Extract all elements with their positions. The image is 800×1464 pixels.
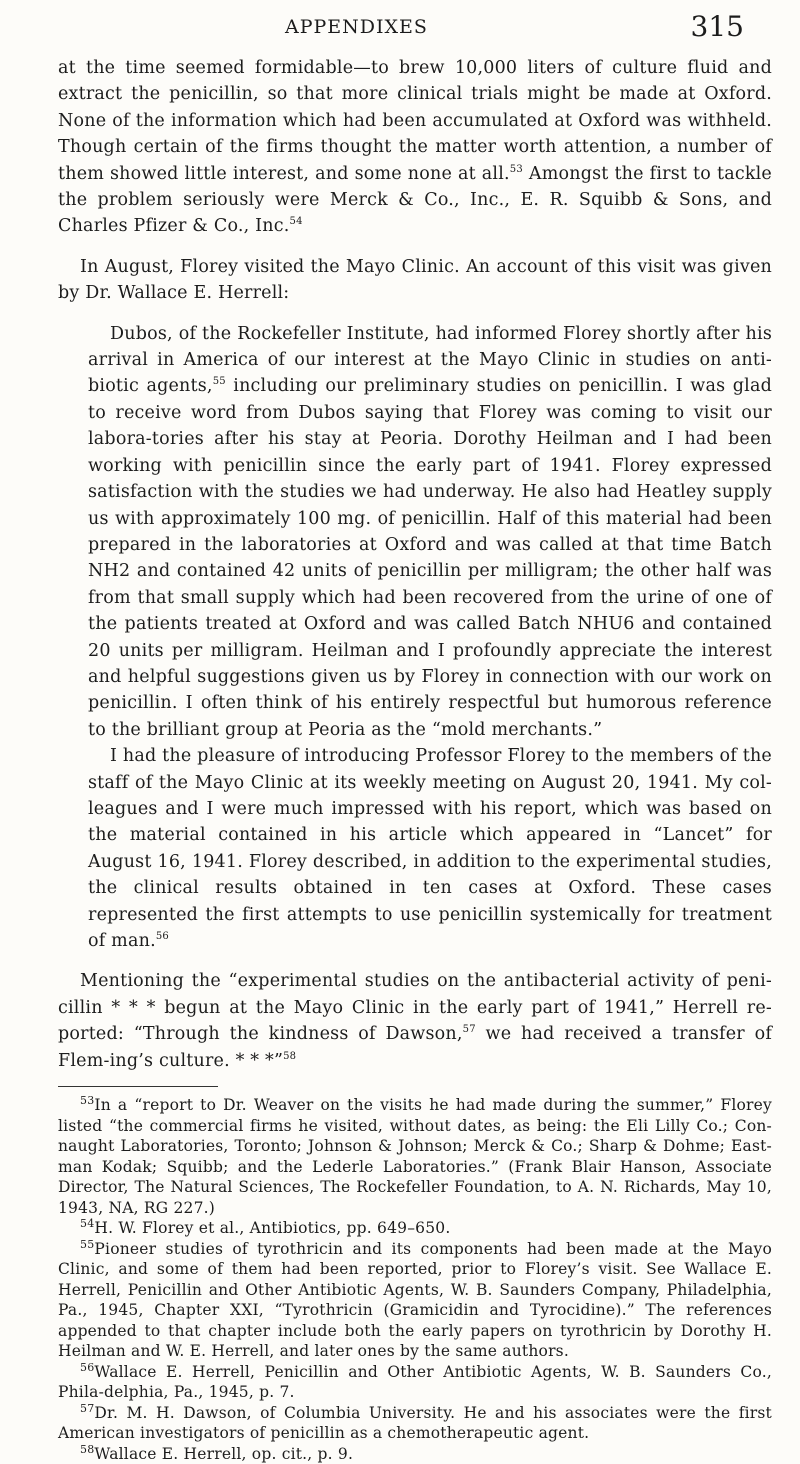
footnote-56: $^{56}$Wallace E. Herrell, Penicillin and Other Antibiotic Agents, W. B. Saunders Co., Phila-delphia, Pa., 1945, p. 7. <box>58 1360 772 1402</box>
footnote-ref-53: 53 <box>509 163 523 175</box>
running-head: APPENDIXES <box>285 16 428 38</box>
quote-1-text-a: Dubos, of the Rockefeller Institute, had informed Florey shortly after his arrival in America of our interest at the Mayo Clinic in studies on anti-biotic agents, <box>88 323 772 397</box>
quote-2-text: I had the pleasure of introducing Professor Florey to the members of the staff of the Mayo Clinic at its weekly meeting on August 20, 1941. My col-leagues and I were much impressed with his report, which was based on the material contained in his article which appeared in “Lancet” for August 16, 1941. Florey described, in addition to the experimental studies, the clinical results obtained in ten cases at Oxford. These cases represented the first attempts to use penicillin systemically for treatment of man. <box>88 746 772 951</box>
footnote-55: $^{55}$Pioneer studies of tyrothricin and its components had been made at the Mayo Clinic, and some of them had been reported, prior to Florey’s visit. See Wallace E. Herrell, Penicillin and Other Antibiotic Agents, W. B. Saunders Company, Philadelphia, Pa., 1945, Chapter XXI, “Tyrothricin (Gramicidin and Tyrocidine).” The references appended to that chapter include both the early papers on tyrothricin by Dorothy H. Heilman and W. E. Herrell, and later ones by the same authors. <box>58 1237 772 1361</box>
footnote-ref-57: 57 <box>462 1024 476 1036</box>
footnotes <box>58 1095 772 1464</box>
block-quote <box>88 321 772 955</box>
footnote-ref-56: 56 <box>155 931 169 943</box>
footnote-57: $^{57}$Dr. M. H. Dawson, of Columbia University. He and his associates were the first American investigators of penicillin as a chemotherapeutic agent. <box>58 1401 772 1443</box>
paragraph-3 <box>58 968 772 1074</box>
paragraph-3-text-b: we had received a transfer of Flem-ing’s culture. * * *” <box>58 1024 772 1071</box>
footnote-53: $^{53}$In a “report to Dr. Weaver on the visits he had made during the summer,” Florey listed “the commercial firms he visited, without dates, as being: the Eli Lilly Co.; Con-naught Laboratories, Toronto; Johnson & Johnson; Merck & Co.; Sharp & Dohme; East-man Kodak; Squibb; and the Lederle Laboratories.” (Frank Blair Hanson, Associate Director, The Natural Sciences, The Rockefeller Foundation, to A. N. Richards, May 10, 1943, NA, RG 227.) <box>58 1093 772 1217</box>
footnote-58: $^{58}$Wallace E. Herrell, op. cit., p. 9. <box>80 1442 354 1463</box>
paragraph-1-text-a: at the time seemed formidable—to brew 10,000 liters of culture fluid and extract the penicillin, so that more clinical trials might be made at Oxford. None of the information which had been accumulated at Oxford was withheld. Though certain of the firms thought the matter worth attention, a number of them showed little interest, and some none at all. <box>58 58 772 184</box>
page-number: 315 <box>690 10 744 43</box>
footnote-ref-58: 58 <box>283 1050 297 1062</box>
main-text <box>58 55 772 1464</box>
quote-paragraph-2 <box>88 743 772 954</box>
footnote-54: $^{54}$H. W. Florey et al., Antibiotics, pp. 649–650. <box>80 1216 451 1238</box>
footnote-ref-54: 54 <box>289 216 303 228</box>
footnote-divider <box>58 1086 218 1087</box>
paragraph-1 <box>58 55 772 240</box>
paragraph-3-text-a: Mentioning the “experimental studies on the antibacterial activity of peni-cillin * * * begun at the Mayo Clinic in the early part of 1941,” Herrell re-ported: “Through the kindness of Dawson, <box>58 971 772 1045</box>
footnote-ref-55: 55 <box>212 376 226 388</box>
page-header <box>0 10 800 46</box>
quote-paragraph-1 <box>88 321 772 744</box>
quote-1-text-b: including our preliminary studies on penicillin. I was glad to receive word from Dubos saying that Florey was coming to visit our labora-tories after his stay at Peoria. Dorothy Heilman and I had been working with penicillin since the early part of 1941. Florey expressed satisfaction with the studies we had underway. He also had Heatley supply us with approximately 100 mg. of penicillin. Half of this material had been prepared in the laboratories at Oxford and was called at that time Batch NH2 and contained 42 units of penicillin per milligram; the other half was from that small supply which had been recovered from the urine of one of the patients treated at Oxford and was called Batch NHU6 and contained 20 units per milligram. Heilman and I profoundly appreciate the interest and helpful suggestions given us by Florey in connection with our work on penicillin. I often think of his entirely respectful but humorous reference to the brilliant group at Peoria as the “mold merchants.” <box>88 376 772 740</box>
paragraph-1-text-b: Amongst the first to tackle the problem seriously were Merck & Co., Inc., E. R. Squibb & Sons, and Charles Pfizer & Co., Inc. <box>58 163 772 237</box>
paragraph-2: In August, Florey visited the Mayo Clinic. An account of this visit was given by Dr. Wallace E. Herrell: <box>58 256 772 304</box>
